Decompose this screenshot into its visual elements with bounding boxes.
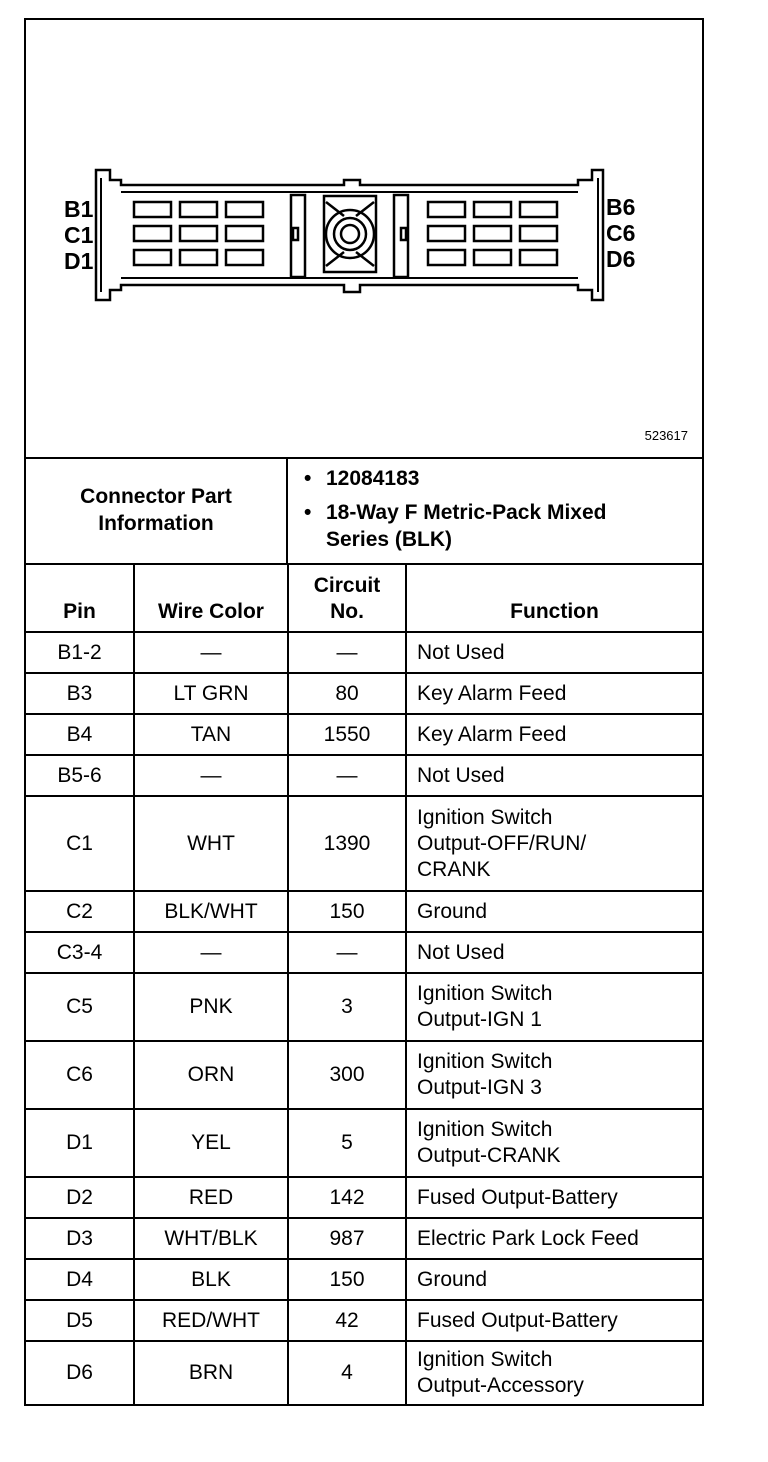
function-cell xyxy=(406,714,702,755)
latch-slots xyxy=(291,195,408,277)
connector-info-details xyxy=(288,457,702,563)
table-row xyxy=(26,1041,702,1109)
connector-description-line2: Series (BLK) xyxy=(326,528,453,551)
table-row xyxy=(26,1218,702,1259)
left-pin-label-b1: B1 xyxy=(64,196,94,222)
left-pin-label-c1: C1 xyxy=(64,222,94,248)
function-cell xyxy=(406,1341,702,1405)
function-cell xyxy=(406,755,702,796)
circuit-cell: 3 xyxy=(288,973,406,1041)
function-line: Ignition Switch xyxy=(417,982,553,1005)
circuit-cell: 1390 xyxy=(288,796,406,891)
function-line: CRANK xyxy=(417,857,491,881)
pin-cell: C3-4 xyxy=(26,932,134,973)
table-row xyxy=(26,632,702,673)
circuit-cell: — xyxy=(288,932,406,973)
table-row xyxy=(26,973,702,1041)
connector-diagram xyxy=(26,20,702,459)
pin-cell: D5 xyxy=(26,1300,134,1341)
function-line: Ground xyxy=(417,899,488,923)
circuit-cell: 80 xyxy=(288,673,406,714)
connector-info-label-line1: Connector Part xyxy=(80,485,232,508)
pin-cell: D3 xyxy=(26,1218,134,1259)
right-pin-label-d6: D6 xyxy=(606,246,636,272)
connector-info-label-line2: Information xyxy=(98,512,214,535)
wire-color-cell: ORN xyxy=(134,1041,288,1109)
circuit-cell: 142 xyxy=(288,1177,406,1218)
table-row xyxy=(26,1109,702,1177)
function-cell xyxy=(406,1109,702,1177)
function-cell xyxy=(406,796,702,891)
pin-cell: D4 xyxy=(26,1259,134,1300)
connector-description-line1: • 18-Way F Metric-Pack Mixed xyxy=(326,499,607,526)
wire-color-cell: RED xyxy=(134,1177,288,1218)
function-line: Ignition Switch xyxy=(417,1050,553,1073)
wire-color-cell: BLK/WHT xyxy=(134,891,288,932)
pin-cell: C6 xyxy=(26,1041,134,1109)
table-row xyxy=(26,1300,702,1341)
table-row xyxy=(26,755,702,796)
function-cell xyxy=(406,1177,702,1218)
table-row xyxy=(26,1341,702,1405)
pin-cell: D2 xyxy=(26,1177,134,1218)
left-pin-label-d1: D1 xyxy=(64,248,94,274)
table-row xyxy=(26,1259,702,1300)
table-row xyxy=(26,1177,702,1218)
wire-color-cell: BLK xyxy=(134,1259,288,1300)
pin-cell: C2 xyxy=(26,891,134,932)
connector-part-information xyxy=(26,457,702,565)
header-pin: Pin xyxy=(26,563,134,632)
function-line: Ignition Switch xyxy=(417,805,553,829)
function-line: Not Used xyxy=(417,940,505,964)
wire-color-cell: WHT xyxy=(134,796,288,891)
connector-face-drawing xyxy=(26,20,702,457)
function-line: Output-CRANK xyxy=(417,1144,561,1167)
function-line: Output-OFF/RUN/ xyxy=(417,831,587,855)
circuit-cell: 4 xyxy=(288,1341,406,1405)
right-pin-label-c6: C6 xyxy=(606,220,636,246)
header-wire-color: Wire Color xyxy=(134,563,288,632)
wire-color-cell: WHT/BLK xyxy=(134,1218,288,1259)
function-line: Output-IGN 3 xyxy=(417,1076,542,1099)
pin-cell: D1 xyxy=(26,1109,134,1177)
circuit-cell: 150 xyxy=(288,1259,406,1300)
table-row xyxy=(26,796,702,891)
pin-table xyxy=(26,563,702,1406)
header-circuit-line1: Circuit xyxy=(313,574,381,597)
wire-color-cell: PNK xyxy=(134,973,288,1041)
function-line: Fused Output-Battery xyxy=(417,1185,618,1209)
wire-color-cell: LT GRN xyxy=(134,673,288,714)
header-circuit-line2: No. xyxy=(330,600,364,623)
circuit-cell: — xyxy=(288,755,406,796)
circuit-cell: 150 xyxy=(288,891,406,932)
function-cell xyxy=(406,932,702,973)
part-number: • 12084183 xyxy=(326,465,419,492)
function-cell xyxy=(406,1041,702,1109)
table-row xyxy=(26,891,702,932)
center-terminal xyxy=(324,196,376,272)
pin-cell: B5-6 xyxy=(26,755,134,796)
wire-color-cell: BRN xyxy=(134,1341,288,1405)
function-cell xyxy=(406,891,702,932)
pin-cell: B4 xyxy=(26,714,134,755)
function-line: Output-IGN 1 xyxy=(417,1008,542,1031)
circuit-cell: 300 xyxy=(288,1041,406,1109)
circuit-cell: 5 xyxy=(288,1109,406,1177)
figure-number: 523617 xyxy=(644,428,688,443)
table-row xyxy=(26,932,702,973)
table-row xyxy=(26,673,702,714)
pin-cell: C5 xyxy=(26,973,134,1041)
function-line: Electric Park Lock Feed xyxy=(417,1226,639,1250)
function-line: Ignition Switch xyxy=(417,1348,553,1371)
right-pin-label-b6: B6 xyxy=(606,194,636,220)
wire-color-cell: — xyxy=(134,632,288,673)
header-function: Function xyxy=(406,563,702,632)
function-cell xyxy=(406,1300,702,1341)
function-cell xyxy=(406,1259,702,1300)
right-cavity-block xyxy=(428,202,557,265)
function-line: Output-Accessory xyxy=(417,1374,584,1397)
function-line: Key Alarm Feed xyxy=(417,722,567,746)
function-line: Not Used xyxy=(417,640,505,664)
table-row xyxy=(26,714,702,755)
wire-color-cell: TAN xyxy=(134,714,288,755)
circuit-cell: 1550 xyxy=(288,714,406,755)
function-line: Ground xyxy=(417,1267,488,1291)
wire-color-cell: RED/WHT xyxy=(134,1300,288,1341)
function-cell xyxy=(406,1218,702,1259)
header-circuit-no xyxy=(288,563,406,632)
pin-cell: B1-2 xyxy=(26,632,134,673)
left-cavity-block xyxy=(134,202,263,265)
wire-color-cell: YEL xyxy=(134,1109,288,1177)
wire-color-cell: — xyxy=(134,932,288,973)
connector-info-label xyxy=(26,457,288,563)
function-cell xyxy=(406,673,702,714)
pin-cell: D6 xyxy=(26,1341,134,1405)
circuit-cell: 987 xyxy=(288,1218,406,1259)
function-cell xyxy=(406,632,702,673)
wire-color-cell: — xyxy=(134,755,288,796)
function-line: Fused Output-Battery xyxy=(417,1308,618,1332)
pin-cell: C1 xyxy=(26,796,134,891)
pin-table-body xyxy=(26,632,702,1405)
circuit-cell: 42 xyxy=(288,1300,406,1341)
circuit-cell: — xyxy=(288,632,406,673)
function-line: Key Alarm Feed xyxy=(417,681,567,705)
function-line: Not Used xyxy=(417,763,505,787)
connector-sheet xyxy=(24,18,704,1406)
function-line: Ignition Switch xyxy=(417,1118,553,1141)
function-cell xyxy=(406,973,702,1041)
pin-cell: B3 xyxy=(26,673,134,714)
